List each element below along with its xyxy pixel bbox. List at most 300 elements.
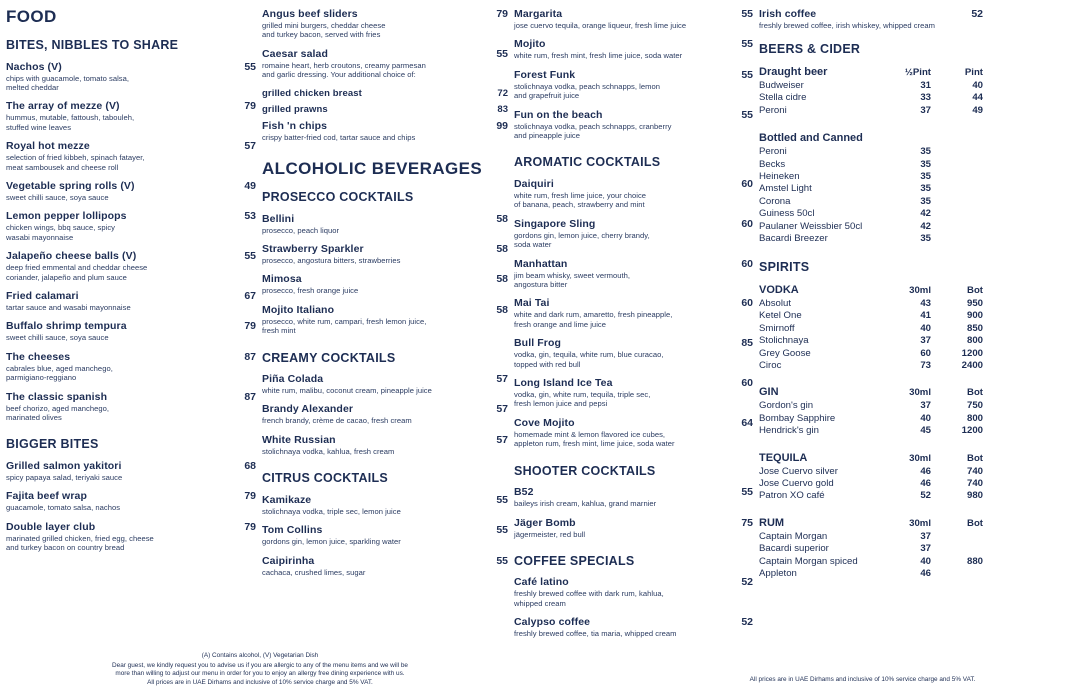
menu-item-row (514, 576, 753, 588)
menu-item-price: 72 (497, 87, 508, 99)
menu-item-price: 60 (741, 377, 753, 389)
price-table-row (759, 208, 983, 220)
menu-item (6, 180, 256, 202)
menu-item-description: freshly brewed coffee, tia maria, whipped cream (514, 629, 677, 639)
price-row-label: Absolut (759, 297, 791, 309)
menu-item-description: freshly brewed coffee with dark rum, kahlua, whipped cream (514, 589, 664, 608)
menu-item (514, 258, 753, 290)
menu-item-name: Piña Colada (262, 373, 324, 386)
menu-item-row (514, 517, 753, 529)
menu-item (514, 38, 753, 60)
price-row-value-1: 52 (920, 490, 931, 502)
price-row-value-2: Pint (964, 66, 983, 78)
price-row-value-1: 35 (920, 146, 931, 158)
menu-item-name: Daiquiri (514, 177, 554, 190)
price-row-value-2 (931, 196, 983, 208)
menu-item-description: deep fried emmental and cheddar cheese coriander, jalapeño and plum sauce (6, 263, 148, 282)
menu-item-description: prosecco, angostura bitters, strawberries (262, 255, 401, 265)
menu-item-name: B52 (514, 486, 534, 499)
menu-item-row (262, 434, 508, 446)
price-row-value-1: 37 (920, 335, 931, 347)
menu-item-row (262, 213, 508, 225)
menu-item-price: 79 (496, 8, 508, 20)
menu-item-description: vodka, gin, tequila, white rum, blue curacao, topped with red bull (514, 350, 664, 369)
menu-item-price: 60 (741, 257, 753, 270)
price-row-value-2: 900 (966, 310, 983, 322)
price-row-value-1: 73 (920, 359, 931, 371)
menu-item-name: Grilled salmon yakitori (6, 459, 122, 472)
price-row-label: Smirnoff (759, 322, 795, 334)
price-table-row (759, 233, 983, 245)
menu-item-description: white rum, fresh mint, fresh lime juice, soda water (514, 51, 683, 61)
price-table-header-row (759, 65, 983, 80)
menu-item-description: chicken wings, bbq sauce, spicy wasabi mayonnaise (6, 223, 115, 242)
price-row-value-1: 42 (920, 208, 931, 220)
menu-item-description: jim beam whisky, sweet vermouth, angostura bitter (514, 270, 631, 289)
menu-item-price: 55 (496, 493, 508, 506)
menu-item-row (514, 38, 753, 50)
bottled-canned-table (759, 131, 983, 245)
menu-item-price: 57 (496, 373, 508, 386)
menu-item-row (262, 243, 508, 255)
menu-item-price: 53 (244, 210, 256, 223)
menu-item (262, 88, 508, 100)
menu-item-description: jägermeister, red bull (514, 529, 586, 539)
menu-item (6, 521, 256, 553)
menu-item-price: 55 (741, 8, 753, 20)
price-table-row (759, 92, 983, 104)
price-row-value-1: 30ml (909, 284, 931, 296)
menu-item (6, 460, 256, 482)
price-table-row (759, 183, 983, 195)
menu-item-price: 79 (244, 520, 256, 533)
draught-beer-table (759, 65, 983, 117)
price-row-value-1: 40 (920, 555, 931, 567)
menu-item (6, 140, 256, 172)
menu-item-row (6, 140, 256, 152)
menu-item-description: selection of fried kibbeh, spinach fatayer, meat sambousek and cheese roll (6, 153, 145, 172)
menu-item (262, 373, 508, 395)
menu-item-name: Buffalo shrimp tempura (6, 320, 127, 333)
price-table-row (759, 400, 983, 412)
price-row-value-1: 31 (920, 79, 931, 91)
menu-item-description: chips with guacamole, tomato salsa, melted cheddar (6, 73, 130, 92)
menu-item-name: Caipirinha (262, 554, 315, 567)
menu-item-description: sweet chilli sauce, soya sauce (6, 333, 109, 343)
menu-item-row (514, 218, 753, 230)
spirits-price-table (759, 451, 983, 503)
menu-item-name: Calypso coffee (514, 616, 591, 629)
menu-item-price: 79 (244, 490, 256, 503)
footer-price-note: All prices are in UAE Dirhams and inclusive of 10% service charge and 5% VAT. (749, 676, 976, 683)
menu-item-name: Fun on the beach (514, 108, 603, 121)
menu-item-price: 64 (741, 416, 753, 429)
menu-item-name: Mai Tai (514, 297, 550, 310)
menu-item (514, 486, 753, 508)
menu-item-description: white rum, fresh lime juice, your choice of banana, peach, strawberry and mint (514, 190, 647, 210)
price-row-label: Bombay Sapphire (759, 412, 836, 424)
price-row-label: Peroni (759, 146, 787, 158)
price-row-value-2: 49 (972, 104, 983, 116)
price-row-value-2 (931, 531, 983, 543)
menu-item-description: freshly brewed coffee, irish whiskey, whipped cream (759, 21, 935, 30)
menu-item-name: Mimosa (262, 273, 302, 286)
menu-item-price: 55 (741, 38, 753, 51)
price-table-row (759, 466, 983, 478)
price-row-value-2: Bot (967, 284, 983, 296)
menu-item-description: white rum, malibu, coconut cream, pineapple juice (262, 386, 432, 396)
price-table-header-row (759, 283, 983, 298)
menu-item-name: Bellini (262, 212, 295, 225)
menu-item-description: gordons gin, lemon juice, sparkling water (262, 537, 401, 547)
price-table-row (759, 425, 983, 437)
column-beers-spirits (759, 8, 983, 647)
menu-item-name: Long Island Ice Tea (514, 377, 613, 389)
menu-item (514, 616, 753, 638)
menu-item-description: marinated grilled chicken, fried egg, cheese and turkey bacon on country bread (6, 533, 154, 553)
section-heading: CREAMY COCKTAILS (262, 350, 396, 365)
price-row-value-2 (931, 171, 983, 183)
price-row-value-1: 43 (920, 297, 931, 309)
menu-item-row (262, 120, 508, 132)
price-row-value-2 (931, 183, 983, 195)
menu-item-description: beef chorizo, aged manchego, marinated olives (6, 403, 110, 422)
menu-item (6, 391, 256, 423)
price-row-label: Draught beer (759, 65, 828, 78)
menu-item-description: guacamole, tomato salsa, nachos (6, 503, 121, 513)
price-row-value-2: 44 (972, 92, 983, 104)
menu-item-name: Jalapeño cheese balls (V) (6, 250, 137, 263)
menu-item (262, 494, 508, 516)
menu-item-name: Manhattan (514, 257, 568, 270)
price-table-row (759, 159, 983, 171)
menu-item-price: 55 (741, 68, 753, 81)
price-row-value-2: 750 (966, 400, 983, 412)
section-heading: BITES, NIBBLES TO SHARE (6, 38, 179, 52)
menu-item (6, 210, 256, 242)
price-table-row (759, 221, 983, 233)
menu-item-description: grilled mini burgers, cheddar cheese and turkey bacon, served with fries (262, 21, 386, 40)
menu-item-row (262, 373, 508, 385)
menu-item-name: The array of mezze (V) (6, 100, 120, 113)
menu-item-description: jose cuervo tequila, orange liqueur, fresh lime juice (514, 21, 687, 30)
menu-item (514, 377, 753, 409)
menu-item-description: crispy batter-fried cod, tartar sauce and chips (262, 132, 416, 142)
menu-item-price: 57 (496, 433, 508, 446)
menu-item (6, 490, 256, 512)
price-row-label: Budweiser (759, 79, 804, 91)
price-row-value-1: 37 (920, 530, 931, 542)
menu-item-price: 58 (496, 212, 508, 225)
menu-item (262, 120, 508, 142)
price-row-value-1: 35 (920, 232, 931, 244)
alcoholic-beverages-title: ALCOHOLIC BEVERAGES (262, 159, 483, 179)
footer-line-2: more than willing to adjust our menu in order for you to enjoy an allergy free dining experience with us. (115, 670, 405, 678)
menu-item-row (6, 100, 256, 112)
menu-item-price: 55 (244, 250, 256, 263)
price-row-label: Patron XO café (759, 490, 825, 502)
menu-item-row (514, 297, 753, 309)
column-food (6, 8, 262, 647)
price-table-row (759, 413, 983, 425)
menu-item-price: 79 (244, 100, 256, 113)
price-row-label: Bottled and Canned (759, 132, 863, 145)
price-row-value-2 (931, 159, 983, 171)
menu-item-price: 58 (496, 303, 508, 316)
menu-item-name: Cove Mojito (514, 416, 575, 429)
menu-item-row (262, 104, 508, 116)
classic-cocktails-items (514, 8, 753, 140)
menu-item-row (6, 290, 256, 302)
menu-item-name: Forest Funk (514, 68, 576, 81)
menu-item-price: 55 (496, 554, 508, 567)
menu-item (514, 337, 753, 369)
price-row-label: Jose Cuervo silver (759, 465, 838, 477)
menu-item-name: Fried calamari (6, 289, 79, 302)
price-row-label: Hendrick's gin (759, 425, 819, 437)
price-row-label: Captain Morgan (759, 530, 828, 542)
price-row-value-2 (931, 208, 983, 220)
price-table-header-row (759, 451, 983, 466)
menu-item-row (514, 69, 753, 81)
menu-item-row (262, 8, 508, 20)
menu-item-price: 52 (971, 8, 983, 20)
section-heading: COFFEE SPECIALS (514, 553, 635, 568)
spirits-tables (759, 283, 983, 581)
column-food-cont-and-prosecco (262, 8, 514, 647)
menu-item-description: homemade mint & lemon flavored ice cubes, appleton rum, fresh mint, lime juice, soda water (514, 429, 675, 449)
price-row-value-1: 37 (920, 400, 931, 412)
menu-item (514, 69, 753, 101)
menu-item-name: grilled chicken breast (262, 87, 362, 99)
price-row-value-2 (931, 543, 983, 555)
menu-item-row (514, 258, 753, 270)
menu-item-description: baileys irish cream, kahlua, grand marnier (514, 499, 657, 509)
price-row-value-2 (931, 146, 983, 158)
page-title: FOOD (6, 7, 57, 26)
menu-item-price: 67 (244, 289, 256, 302)
price-row-label: RUM (759, 516, 785, 529)
menu-item (262, 555, 508, 577)
menu-item-price: 55 (496, 47, 508, 60)
menu-item-price: 57 (496, 403, 508, 416)
menu-item-row (514, 377, 753, 389)
menu-item (262, 213, 508, 235)
spirits-price-table (759, 516, 983, 581)
price-row-label: Amstel Light (759, 183, 812, 195)
menu-item-row (6, 180, 256, 192)
menu-item (6, 100, 256, 132)
menu-item-name: Irish coffee (759, 8, 817, 20)
menu-item-price: 58 (496, 242, 508, 255)
price-row-value-2: 800 (966, 412, 983, 424)
price-row-value-1: 42 (920, 220, 931, 232)
price-table-row (759, 556, 983, 568)
menu-item-price: 60 (741, 297, 753, 310)
price-row-value-1: 40 (920, 322, 931, 334)
price-table-row (759, 335, 983, 347)
cocktail-sections-left (262, 191, 508, 577)
menu-item-name: Kamikaze (262, 493, 312, 506)
price-table-header-row (759, 385, 983, 400)
menu-item-name: grilled prawns (262, 103, 328, 115)
menu-item-name: Margarita (514, 8, 563, 20)
menu-item-description: cabrales blue, aged manchego, parmigiano-reggiano (6, 363, 113, 383)
menu-item-name: Double layer club (6, 520, 96, 533)
menu-item-row (262, 403, 508, 415)
price-row-label: Captain Morgan spiced (759, 555, 858, 567)
menu-item-price: 58 (496, 273, 508, 286)
price-row-label: Paulaner Weissbier 50cl (759, 220, 863, 232)
menu-item (514, 109, 753, 141)
menu-item-description: hummus, mutable, fattoush, tabouleh, stuffed wine leaves (6, 113, 135, 132)
menu-item-name: Caesar salad (262, 47, 328, 60)
price-table-header-row (759, 131, 983, 146)
menu-item-name: The cheeses (6, 350, 71, 363)
menu-item-row (6, 320, 256, 332)
menu-item-price: 87 (244, 390, 256, 403)
menu-item (514, 576, 753, 608)
price-row-value-1: 60 (920, 347, 931, 359)
price-table-row (759, 146, 983, 158)
price-row-label: Becks (759, 158, 786, 170)
price-table-row (759, 360, 983, 372)
price-row-value-1: 30ml (909, 452, 931, 464)
menu-item-price: 79 (244, 320, 256, 333)
menu-item-price: 85 (741, 337, 753, 350)
price-row-value-1: 41 (920, 310, 931, 322)
price-row-value-1: 46 (920, 567, 931, 579)
section-heading: AROMATIC COCKTAILS (514, 155, 661, 170)
price-row-label: Ketel One (759, 310, 802, 322)
price-row-value-1: 40 (920, 412, 931, 424)
price-table-row (759, 478, 983, 490)
menu-item-description: sweet chilli sauce, soya sauce (6, 192, 109, 202)
price-row-value-2: 980 (966, 490, 983, 502)
price-table-row (759, 310, 983, 322)
menu-item-row (6, 460, 256, 472)
menu-item-row (6, 521, 256, 533)
menu-item-price: 99 (496, 119, 508, 132)
menu-item (514, 218, 753, 250)
menu-item (262, 524, 508, 546)
price-row-value-2: Bot (967, 517, 983, 529)
column-cocktails (514, 8, 759, 647)
price-row-label: TEQUILA (759, 451, 808, 464)
menu-item-name: Royal hot mezze (6, 140, 90, 153)
price-row-value-2 (931, 568, 983, 580)
menu-item (514, 417, 753, 449)
section-heading: BIGGER BITES (6, 437, 99, 452)
menu-item-name: Brandy Alexander (262, 403, 354, 416)
menu-item-description: prosecco, fresh orange juice (262, 286, 359, 296)
price-table-row (759, 348, 983, 360)
menu-item-row (759, 8, 983, 20)
menu-item (262, 403, 508, 425)
price-row-value-2 (931, 131, 983, 146)
menu-item-price: 60 (741, 217, 753, 230)
menu-item-row (262, 304, 508, 316)
footer-right (690, 676, 1035, 685)
menu-item-description: gordons gin, lemon juice, cherry brandy, soda water (514, 230, 650, 250)
menu-item-row (262, 88, 508, 100)
menu-item-description: cachaca, crushed limes, sugar (262, 567, 366, 577)
menu-item-row (514, 486, 753, 498)
price-row-value-2: 740 (966, 477, 983, 489)
menu-item-price: 57 (244, 140, 256, 153)
price-row-value-1: 35 (920, 158, 931, 170)
price-row-value-1: 35 (920, 170, 931, 182)
price-row-value-1: 46 (920, 465, 931, 477)
footer-left (0, 652, 520, 687)
menu-item-description: white and dark rum, amaretto, fresh pineapple, fresh orange and lime juice (514, 310, 673, 329)
price-row-label: Jose Cuervo gold (759, 477, 834, 489)
food-continued-items (262, 8, 508, 142)
menu-item-description: stolichnaya vodka, peach schnapps, cranberry and pineapple juice (514, 121, 672, 141)
price-table-row (759, 298, 983, 310)
menu-item-row (6, 61, 256, 73)
menu-item-name: Mojito Italiano (262, 303, 335, 316)
menu-item (6, 250, 256, 282)
footer-legend: (A) Contains alcohol, (V) Vegetarian Dish (201, 652, 319, 659)
footer-line-1: Dear guest, we kindly request you to advise us if you are allergic to any of the menu items and we will be (112, 661, 408, 669)
price-row-value-1: 35 (920, 195, 931, 207)
price-row-value-1: ½Pint (904, 66, 931, 78)
menu-item-name: Café latino (514, 576, 569, 589)
price-row-label: Grey Goose (759, 347, 811, 359)
menu-item-name: Fajita beef wrap (6, 490, 87, 503)
menu-item-name: The classic spanish (6, 390, 108, 403)
price-row-value-2: 740 (966, 465, 983, 477)
menu-item-description: stolichnaya vodka, peach schnapps, lemon and grapefruit juice (514, 81, 660, 101)
price-row-label: Corona (759, 195, 791, 207)
menu-item-name: Fish 'n chips (262, 119, 328, 132)
footer-line-3: All prices are in UAE Dirhams and inclusive of 10% service charge and 5% VAT. (147, 678, 373, 686)
menu-item (759, 8, 983, 30)
menu-item-description: french brandy, crème de cacao, fresh cream (262, 416, 412, 426)
menu-item (262, 273, 508, 295)
price-table-header-row (759, 516, 983, 531)
price-row-value-2: 880 (966, 555, 983, 567)
menu-item (262, 304, 508, 336)
menu-item-name: Strawberry Sparkler (262, 242, 364, 255)
menu-item-description: prosecco, peach liquor (262, 225, 340, 235)
price-row-value-1: 37 (920, 543, 931, 555)
menu-item-price: 52 (741, 576, 753, 589)
menu-item-price: 68 (244, 459, 256, 472)
price-row-value-1: 33 (920, 92, 931, 104)
price-row-value-2: Bot (967, 387, 983, 399)
menu-item-row (514, 178, 753, 190)
price-row-label: Bacardi Breezer (759, 232, 828, 244)
menu-item-row (514, 616, 753, 628)
menu-item-description: prosecco, white rum, campari, fresh lemon juice, fresh mint (262, 316, 427, 336)
section-heading: PROSECCO COCKTAILS (262, 190, 414, 205)
menu-item (262, 104, 508, 116)
menu-item-row (514, 417, 753, 429)
menu-item (262, 8, 508, 40)
menu-item (6, 61, 256, 93)
menu-item-name: Bull Frog (514, 337, 561, 350)
menu-item-description: spicy papaya salad, teriyaki sauce (6, 472, 123, 482)
menu-item-price: 55 (741, 486, 753, 499)
spirits-price-table (759, 385, 983, 437)
menu-item-price: 60 (741, 177, 753, 190)
menu-item-row (262, 273, 508, 285)
spirits-price-table (759, 283, 983, 372)
price-row-value-2: 1200 (961, 425, 983, 437)
menu-item-description: vodka, gin, white rum, tequila, triple sec, fresh lemon juice and pepsi (514, 390, 651, 409)
